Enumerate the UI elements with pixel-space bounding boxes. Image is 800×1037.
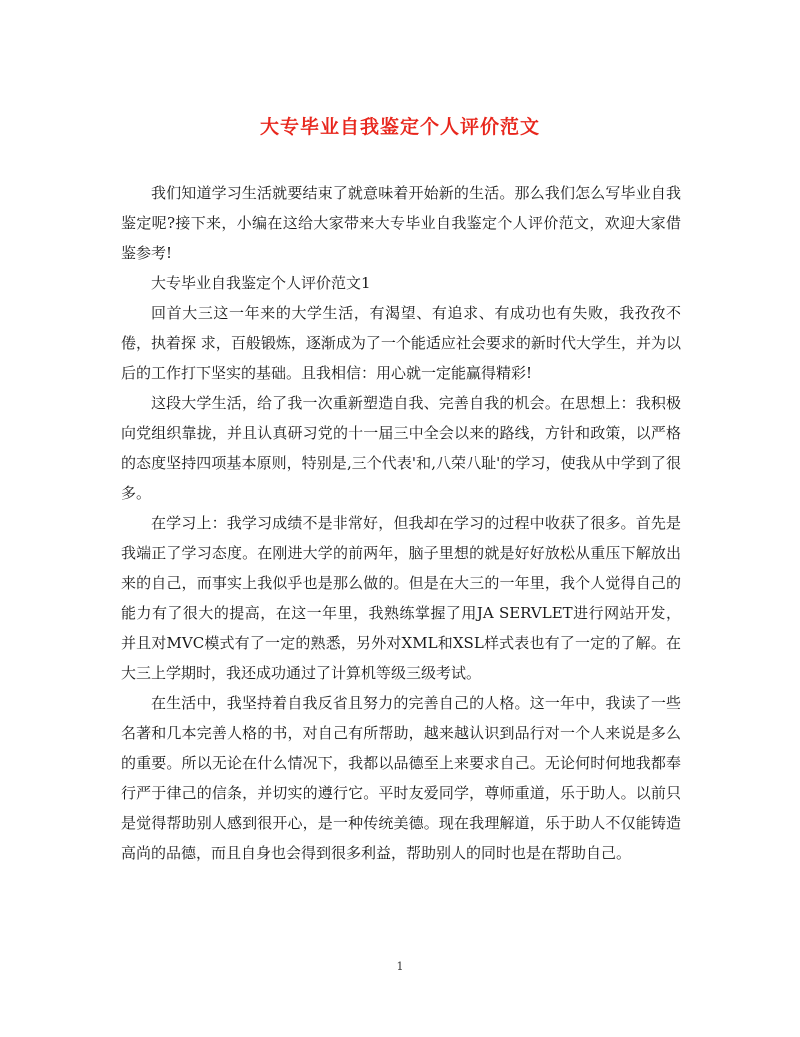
page-number: 1 [396,960,404,973]
intro-paragraph: 我们知道学习生活就要结束了就意味着开始新的生活。那么我们怎么写毕业自我鉴定呢?接下来，小编在这给大家带来大专毕业自我鉴定个人评价范文，欢迎大家借鉴参考! [121,184,681,262]
section-heading: 大专毕业自我鉴定个人评价范文1 [151,274,371,292]
body-paragraph: 在学习上：我学习成绩不是非常好，但我却在学习的过程中收获了很多。首先是我端正了学习态度。在刚进大学的前两年，脑子里想的就是好好放松从重压下解放出来的自己，而事实上我似乎也是那么做的。但是在大三的一年里，我个人觉得自己的能力有了很大的提高，在这一年里，我熟练掌握了用JA SERVLET进行网站开发，并且对MVC模式有了一定的熟悉，另外对XML和XSL样式表也有了一定的了解。在大三上学期时，我还成功通过了计算机等级三级考试。 [121,514,681,682]
body-paragraph: 在生活中，我坚持着自我反省且努力的完善自己的人格。这一年中，我读了一些名著和几本完善人格的书，对自己有所帮助，越来越认识到品行对一个人来说是多么的重要。所以无论在什么情况下，我都以品德至上来要求自己。无论何时何地我都奉行严于律己的信条，并切实的遵行它。平时友爱同学，尊师重道，乐于助人。以前只是觉得帮助别人感到很开心，是一种传统美德。现在我理解道，乐于助人不仅能铸造高尚的品德，而且自身也会得到很多利益，帮助别人的同时也是在帮助自己。 [121,694,681,862]
document-body [121,178,681,868]
body-paragraph: 这段大学生活，给了我一次重新塑造自我、完善自我的机会。在思想上：我积极向党组织靠拢，并且认真研习党的十一届三中全会以来的路线，方针和政策，以严格的态度坚持四项基本原则，特别是‚三个代表'和‚八荣八耻'的学习，使我从中学到了很多。 [121,394,681,502]
body-paragraph: 回首大三这一年来的大学生活，有渴望、有追求、有成功也有失败，我孜孜不倦，执着探 求，百般锻炼，逐渐成为了一个能适应社会要求的新时代大学生，并为以后的工作打下坚实的基础。且我相信：用心就一定能赢得精彩! [121,304,681,382]
document-title: 大专毕业自我鉴定个人评价范文 [259,116,540,138]
